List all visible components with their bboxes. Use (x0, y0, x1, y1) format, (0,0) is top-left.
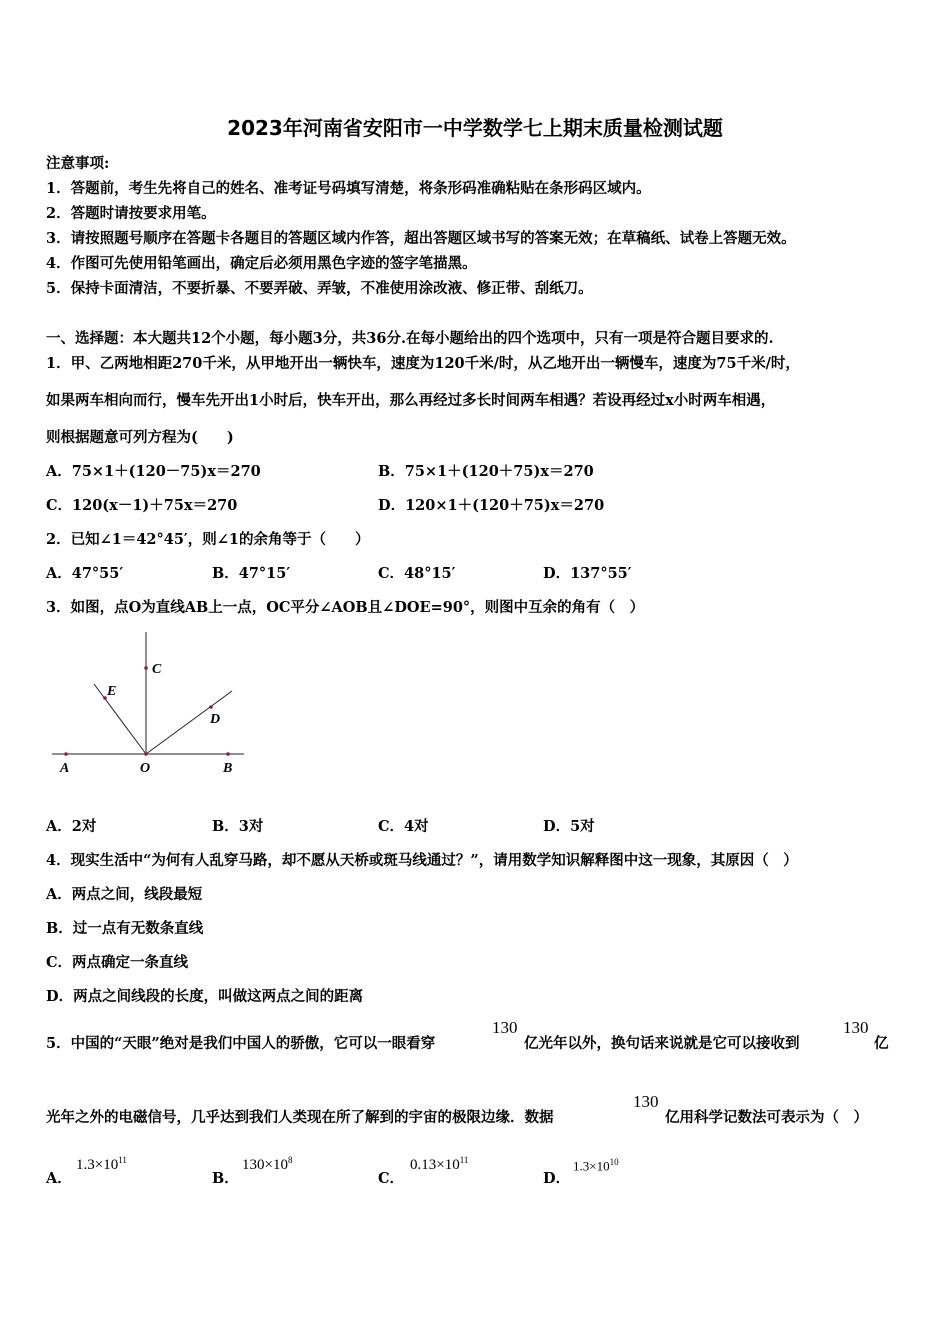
notice-heading: 注意事项: (46, 155, 110, 172)
q5-text-5: 亿用科学记数法可表示为（ ） (665, 1109, 868, 1126)
q5-option-a-value: $1.3\times 10^{11}$ (76, 1155, 127, 1173)
q3-stem: 3．如图，点O为直线AB上一点，OC平分∠AOB且∠DOE=90°，则图中互余的角有（ ） (46, 599, 645, 616)
q3-option-c: C．4对 (378, 818, 429, 835)
q2-option-c: C．48°15′ (378, 565, 456, 582)
q4-stem: 4．现实生活中“为何有人乱穿马路，却不愿从天桥或斑马线通过？”，请用数学知识解释图中这一现象，其原因（ ） (46, 852, 798, 869)
q4-option-c: C．两点确定一条直线 (46, 954, 189, 971)
q5-number: 130 (843, 1018, 869, 1037)
q5-option-a-label: A． (46, 1170, 72, 1187)
q5-option-d-label: D． (543, 1170, 571, 1187)
q5-text-2: 亿光年以外，换句话来说就是它可以接收到 (524, 1035, 800, 1052)
q5-option-b-label: B． (212, 1170, 239, 1187)
q5-option-c-label: C． (378, 1170, 405, 1187)
q5-number: 130 (492, 1018, 518, 1037)
q5-number: 130 (633, 1092, 659, 1111)
q4-option-b: B．过一点有无数条直线 (46, 920, 204, 937)
q3-figure (46, 628, 256, 778)
q5-text-4: 光年之外的电磁信号，几乎达到我们人类现在所了解到的宇宙的极限边缘．数据 (46, 1109, 554, 1126)
q1-option-a: A．75×1＋(120－75)x＝270 (46, 463, 261, 480)
q5-option-d-value: $1.3\times 10^{10}$ (573, 1157, 619, 1174)
q5-option-c-value: $0.13\times 10^{11}$ (410, 1155, 469, 1173)
point-b (226, 752, 230, 756)
q1-option-c: C．120(x－1)＋75x＝270 (46, 497, 238, 514)
q1-line: 如果两车相向而行，慢车先开出1小时后，快车开出，那么再经过多长时间两车相遇？若设再经过x小时两车相遇， (46, 392, 776, 409)
notice-item: 4．作图可先使用铅笔画出，确定后必须用黑色字迹的签字笔描黑。 (46, 255, 477, 272)
q5-text-3: 亿 (874, 1035, 889, 1052)
label-a: A (60, 761, 70, 776)
q4-option-a: A．两点之间，线段最短 (46, 886, 203, 903)
label-b: B (223, 761, 233, 776)
section-heading: 一、选择题：本大题共12个小题，每小题3分，共36分.在每小题给出的四个选项中，只有一项是符合题目要求的. (46, 330, 774, 347)
notice-item: 3．请按照题号顺序在答题卡各题目的答题区域内作答，超出答题区域书写的答案无效；在草稿纸、试卷上答题无效。 (46, 230, 796, 247)
ray-oe (94, 684, 146, 754)
point-o (144, 752, 148, 756)
label-o: O (140, 761, 151, 776)
q3-option-d: D．5对 (543, 818, 595, 835)
q5-text-1: 5．中国的“天眼”绝对是我们中国人的骄傲，它可以一眼看穿 (46, 1035, 436, 1052)
q2-option-b: B．47°15′ (212, 565, 291, 582)
notice-item: 1．答题前，考生先将自己的姓名、准考证号码填写清楚，将条形码准确粘贴在条形码区域内。 (46, 180, 651, 197)
point-d (209, 705, 213, 709)
q1-line: 则根据题意可列方程为( ) (46, 429, 234, 446)
q2-option-d: D．137°55′ (543, 565, 632, 582)
label-d: D (210, 712, 221, 727)
label-c: C (152, 662, 162, 677)
q1-line: 1．甲、乙两地相距270千米，从甲地开出一辆快车，速度为120千米/时，从乙地开出一辆慢车，速度为75千米/时， (46, 355, 800, 372)
label-e: E (107, 684, 117, 699)
q4-option-d: D．两点之间线段的长度，叫做这两点之间的距离 (46, 988, 364, 1005)
q1-option-b: B．75×1＋(120＋75)x＝270 (378, 463, 594, 480)
q1-option-d: D．120×1＋(120＋75)x＝270 (378, 497, 605, 514)
point-c (144, 666, 148, 670)
notice-item: 2．答题时请按要求用笔。 (46, 205, 216, 222)
page-title: 2023年河南省安阳市一中学数学七上期末质量检测试题 (227, 116, 723, 140)
q5-option-b-value: $130\times 10^8$ (242, 1155, 293, 1173)
point-a (64, 752, 68, 756)
notice-item: 5．保持卡面清洁，不要折暴、不要弄破、弄皱，不准使用涂改液、修正带、刮纸刀。 (46, 280, 593, 297)
q2-stem: 2．已知∠1＝42°45′，则∠1的余角等于（ ） (46, 531, 370, 548)
q2-option-a: A．47°55′ (46, 565, 124, 582)
q3-option-b: B．3对 (212, 818, 264, 835)
q3-option-a: A．2对 (46, 818, 97, 835)
